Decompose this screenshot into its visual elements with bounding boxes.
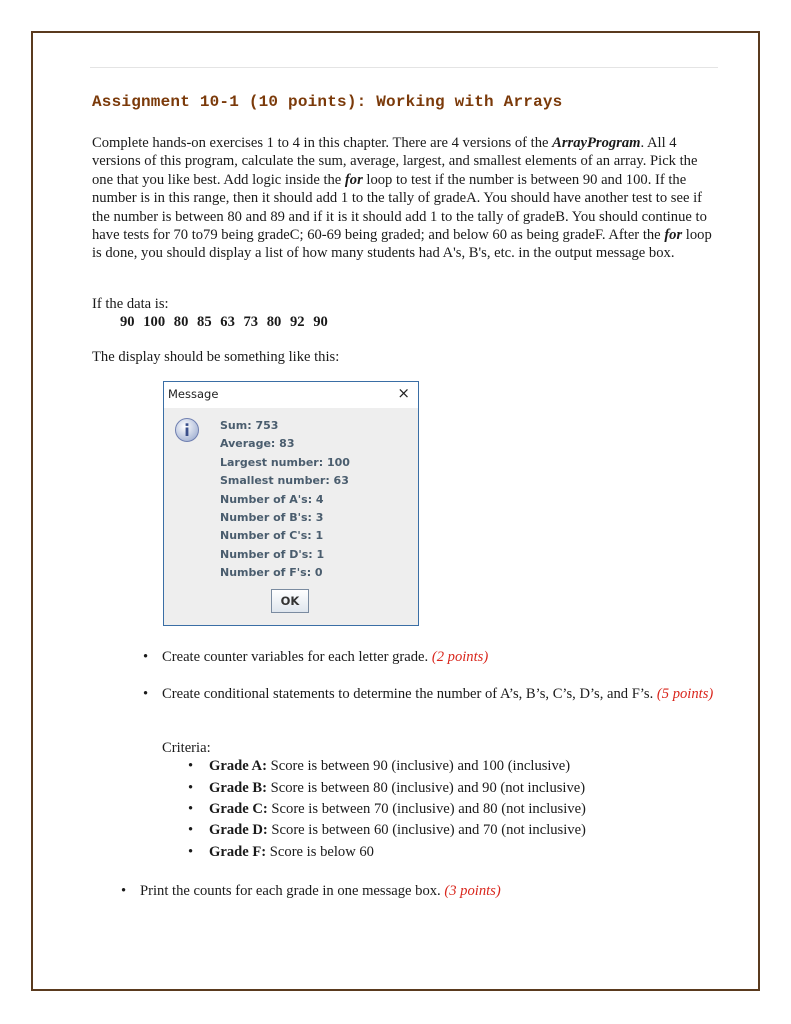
bullet-dot: • xyxy=(143,649,149,665)
requirement-text: Print the counts for each grade in one message box. (3 points) xyxy=(140,883,501,899)
dialog-message-lines xyxy=(220,417,350,583)
intro-text-3: loop to test if the number is between 90 and 100. If the number is in this range, then it should add 1 to the tally of gradeA. You should have another test to see if the number is between 80 and 89 and if it is it should add 1 to the tally of gradeB. You should continue to have tests for 70 to79 being gradeC; 60-69 being graded; and below 60 as being gradeF. After the xyxy=(92,171,707,244)
data-values: 90 100 80 85 63 73 80 92 90 xyxy=(120,314,328,330)
divider xyxy=(90,67,718,68)
assignment-title: Assignment 10-1 (10 points): Working with Arrays xyxy=(92,93,563,111)
bullet-dot: • xyxy=(143,686,149,702)
dialog-line: Number of D's: 1 xyxy=(220,547,325,561)
message-dialog xyxy=(163,381,419,626)
dialog-line: Largest number: 100 xyxy=(220,455,350,469)
dialog-titlebar xyxy=(164,382,418,408)
intro-text-2: . All 4 versions of this program, calculate the sum, average, largest, and smallest elements of an array. Pick the one that you like best. Add logic inside the xyxy=(92,135,698,188)
dialog-line: Smallest number: 63 xyxy=(220,474,349,488)
criteria-label: Criteria: xyxy=(162,740,211,756)
intro-text-1: Complete hands-on exercises 1 to 4 in this chapter. There are 4 versions of the xyxy=(92,135,553,151)
dialog-line: Number of B's: 3 xyxy=(220,510,324,524)
data-label: If the data is: xyxy=(92,296,169,312)
intro-text-4: loop is done, you should display a list of how many students had A's, B's, etc. in the output message box. xyxy=(92,227,712,262)
requirement-text: Create conditional statements to determine the number of A’s, B’s, C’s, D’s, and F’s. (5 points) xyxy=(162,686,714,702)
requirement-text: Create counter variables for each letter grade. (2 points) xyxy=(162,649,489,665)
dialog-line: Number of A's: 4 xyxy=(220,492,324,506)
display-label: The display should be something like this: xyxy=(92,349,340,365)
dialog-line: Sum: 753 xyxy=(220,419,279,432)
close-icon[interactable]: × xyxy=(397,384,410,402)
dialog-line: Number of C's: 1 xyxy=(220,529,324,543)
points-label: (2 points) xyxy=(431,649,489,665)
dialog-line: Number of F's: 0 xyxy=(220,566,323,580)
program-name: ArrayProgram xyxy=(552,135,641,151)
intro-paragraph xyxy=(92,134,718,263)
ok-button[interactable]: OK xyxy=(271,589,309,613)
dialog-title: Message xyxy=(168,387,219,401)
for-keyword: for xyxy=(664,227,683,244)
points-label: (5 points) xyxy=(656,686,714,702)
bullet-dot: • xyxy=(121,883,127,899)
for-keyword: for xyxy=(344,171,363,188)
info-icon xyxy=(174,417,200,443)
dialog-line: Average: 83 xyxy=(220,437,295,451)
points-label: (3 points) xyxy=(444,883,501,899)
